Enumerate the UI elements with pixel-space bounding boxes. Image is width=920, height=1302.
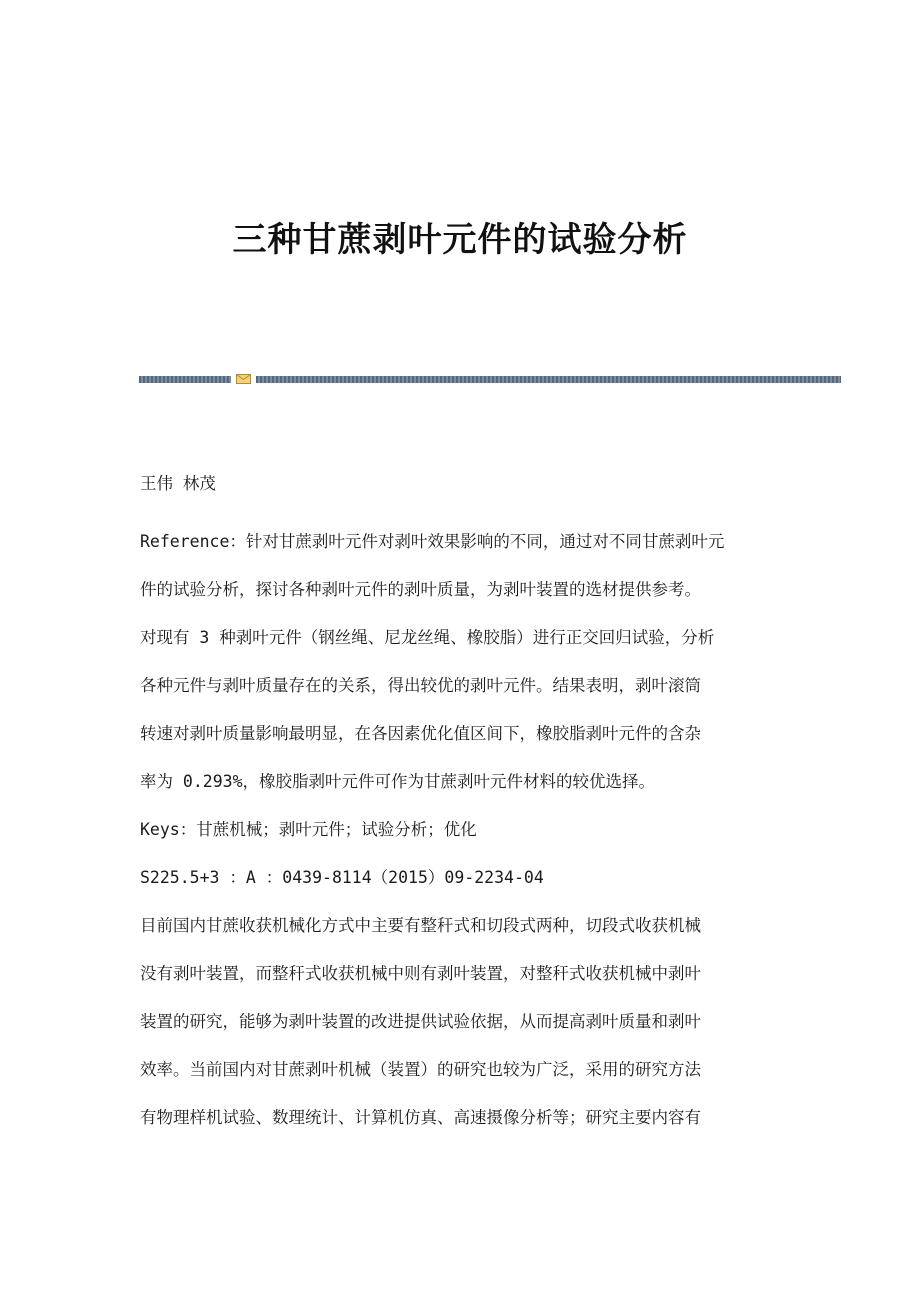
abstract-line: Reference：针对甘蔗剥叶元件对剥叶效果影响的不同，通过对不同甘蔗剥叶元 — [140, 532, 725, 551]
body-paragraph — [140, 912, 780, 1152]
body-line: 有物理样机试验、数理统计、计算机仿真、高速摄像分析等；研究主要内容有 — [140, 1108, 701, 1127]
abstract-line: 对现有 3 种剥叶元件（钢丝绳、尼龙丝绳、橡胶脂）进行正交回归试验，分析 — [140, 628, 715, 647]
abstract-line: 各种元件与剥叶质量存在的关系，得出较优的剥叶元件。结果表明，剥叶滚筒 — [140, 676, 701, 695]
abstract-line: 件的试验分析，探讨各种剥叶元件的剥叶质量，为剥叶装置的选材提供参考。 — [140, 580, 701, 599]
authors: 王伟 林茂 — [140, 474, 216, 493]
abstract — [140, 528, 780, 816]
keywords: Keys：甘蔗机械；剥叶元件；试验分析；优化 — [140, 820, 477, 839]
abstract-line: 转速对剥叶质量影响最明显，在各因素优化值区间下，橡胶脂剥叶元件的含杂 — [140, 724, 701, 743]
body-line: 效率。当前国内对甘蔗剥叶机械（装置）的研究也较为广泛，采用的研究方法 — [140, 1060, 701, 1079]
document-body — [140, 470, 780, 1152]
title-divider — [139, 374, 841, 384]
divider-bar-right — [256, 376, 841, 383]
body-line: 装置的研究，能够为剥叶装置的改进提供试验依据，从而提高剥叶质量和剥叶 — [140, 1012, 701, 1031]
body-line: 目前国内甘蔗收获机械化方式中主要有整秆式和切段式两种，切段式收获机械 — [140, 916, 701, 935]
document-title: 三种甘蔗剥叶元件的试验分析 — [232, 220, 688, 260]
envelope-icon — [236, 374, 251, 384]
body-line: 没有剥叶装置，而整秆式收获机械中则有剥叶装置，对整秆式收获机械中剥叶 — [140, 964, 701, 983]
divider-bar-left — [139, 376, 231, 383]
abstract-line: 率为 0.293%，橡胶脂剥叶元件可作为甘蔗剥叶元件材料的较优选择。 — [140, 772, 656, 791]
classification-code: S225.5+3 ：A ：0439-8114（2015）09-2234-04 — [140, 868, 544, 887]
